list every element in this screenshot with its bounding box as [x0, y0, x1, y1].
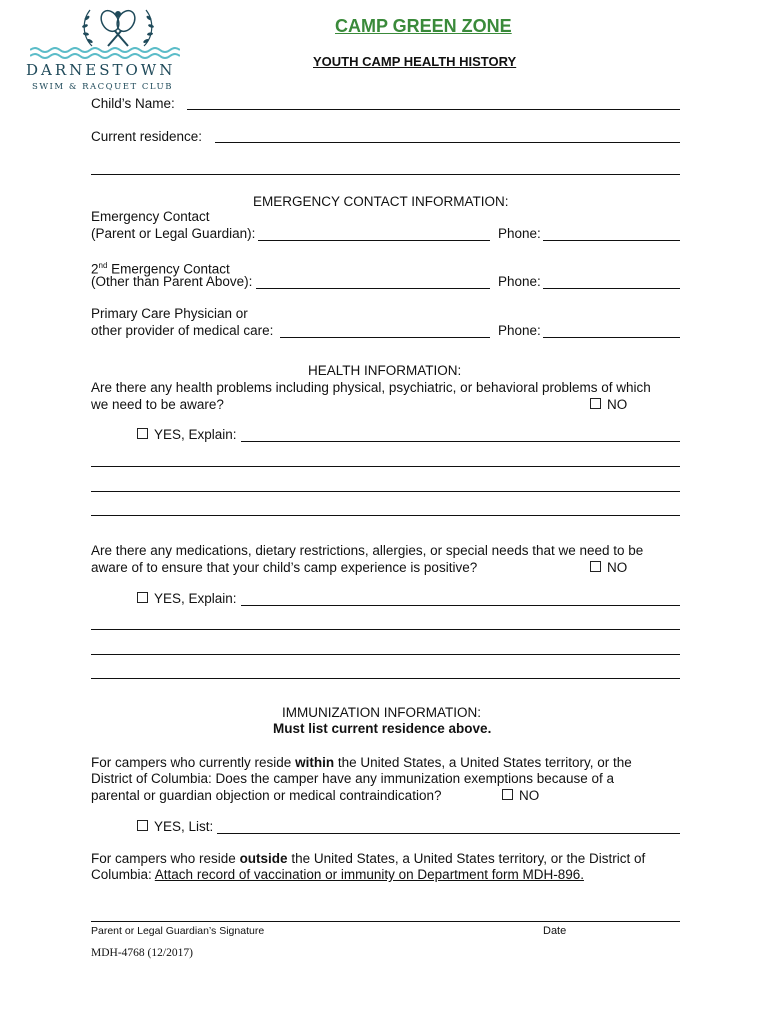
- checkbox-icon[interactable]: [502, 789, 513, 800]
- child-name-label: Child’s Name:: [91, 96, 175, 111]
- second-contact-label: 2nd Emergency Contact: [91, 261, 230, 277]
- wave-divider: [30, 46, 180, 60]
- health-q2-explain-field[interactable]: [241, 605, 680, 606]
- immunization-heading: IMMUNIZATION INFORMATION:: [282, 705, 481, 720]
- second-contact-label-2: (Other than Parent Above):: [91, 274, 253, 289]
- physician-phone-field[interactable]: [543, 337, 680, 338]
- health-q1-explain-line[interactable]: [91, 515, 680, 516]
- immunization-paragraph-1: For campers who currently reside within the United States, a United States territory, or the: [91, 755, 632, 770]
- mdh-896-instruction: Attach record of vaccination or immunity on Department form MDH-896.: [154, 867, 584, 882]
- checkbox-icon[interactable]: [590, 561, 601, 572]
- current-residence-field-2[interactable]: [91, 174, 680, 175]
- emergency-phone-field[interactable]: [543, 240, 680, 241]
- health-q1-yes-option[interactable]: YES, Explain:: [137, 427, 237, 443]
- child-name-field[interactable]: [187, 109, 680, 110]
- checkbox-icon[interactable]: [137, 820, 148, 831]
- physician-label: Primary Care Physician or: [91, 306, 248, 321]
- health-q2-yes-option[interactable]: YES, Explain:: [137, 591, 237, 607]
- health-q1-explain-line[interactable]: [91, 491, 680, 492]
- health-question-1-line2: we need to be aware?: [91, 397, 224, 412]
- emergency-contact-label-2: (Parent or Legal Guardian):: [91, 226, 256, 241]
- logo-name: DARNESTOWN: [26, 61, 176, 79]
- health-question-2: Are there any medications, dietary restrictions, allergies, or special needs that we need to be: [91, 543, 644, 558]
- health-q1-explain-line[interactable]: [91, 466, 680, 467]
- immunization-yes-option[interactable]: YES, List:: [137, 819, 213, 835]
- immunization-paragraph-1-line3: parental or guardian objection or medical contraindication?: [91, 788, 442, 803]
- current-residence-field[interactable]: [215, 142, 680, 143]
- tennis-racquets-icon: [78, 6, 158, 50]
- health-q2-explain-line[interactable]: [91, 629, 680, 630]
- club-logo: [26, 6, 180, 92]
- emergency-contact-label: Emergency Contact: [91, 209, 210, 224]
- page-subtitle: YOUTH CAMP HEALTH HISTORY: [313, 54, 517, 69]
- current-residence-label: Current residence:: [91, 129, 203, 144]
- health-q2-no-option[interactable]: NO: [590, 560, 627, 576]
- checkbox-icon[interactable]: [590, 398, 601, 409]
- health-question-1: Are there any health problems including physical, psychiatric, or behavioral problems of which: [91, 380, 651, 395]
- health-q2-explain-line[interactable]: [91, 654, 680, 655]
- second-phone-label: Phone:: [498, 274, 541, 289]
- health-heading: HEALTH INFORMATION:: [308, 363, 462, 378]
- emergency-phone-label: Phone:: [498, 226, 541, 241]
- immunization-subheading: Must list current residence above.: [273, 721, 492, 736]
- physician-field[interactable]: [280, 337, 490, 338]
- immunization-no-option[interactable]: NO: [502, 788, 539, 804]
- physician-phone-label: Phone:: [498, 323, 541, 338]
- health-q2-explain-line[interactable]: [91, 678, 680, 679]
- health-question-2-line2: aware of to ensure that your child’s camp experience is positive?: [91, 560, 478, 575]
- date-label: Date: [543, 925, 567, 937]
- immunization-paragraph-2-line2: Columbia: Attach record of vaccination or immunity on Department form MDH-896.: [91, 867, 584, 882]
- emergency-heading: EMERGENCY CONTACT INFORMATION:: [253, 194, 509, 209]
- immunization-paragraph-2: For campers who reside outside the United States, a United States territory, or the District of: [91, 851, 646, 866]
- second-phone-field[interactable]: [543, 288, 680, 289]
- logo-subtitle: SWIM & RACQUET CLUB: [32, 82, 173, 92]
- checkbox-icon[interactable]: [137, 592, 148, 603]
- emergency-contact-field[interactable]: [258, 240, 490, 241]
- signature-field[interactable]: [91, 921, 680, 922]
- health-q1-explain-field[interactable]: [241, 441, 680, 442]
- health-q1-no-option[interactable]: NO: [590, 397, 627, 413]
- immunization-list-field[interactable]: [217, 833, 680, 834]
- form-id: MDH-4768 (12/2017): [91, 947, 193, 959]
- signature-label: Parent or Legal Guardian’s Signature: [91, 925, 265, 937]
- second-contact-field[interactable]: [256, 288, 490, 289]
- physician-label-2: other provider of medical care:: [91, 323, 274, 338]
- immunization-paragraph-1-line2: District of Columbia: Does the camper have any immunization exemptions because of a: [91, 771, 614, 786]
- checkbox-icon[interactable]: [137, 428, 148, 439]
- page-title: CAMP GREEN ZONE: [335, 16, 512, 36]
